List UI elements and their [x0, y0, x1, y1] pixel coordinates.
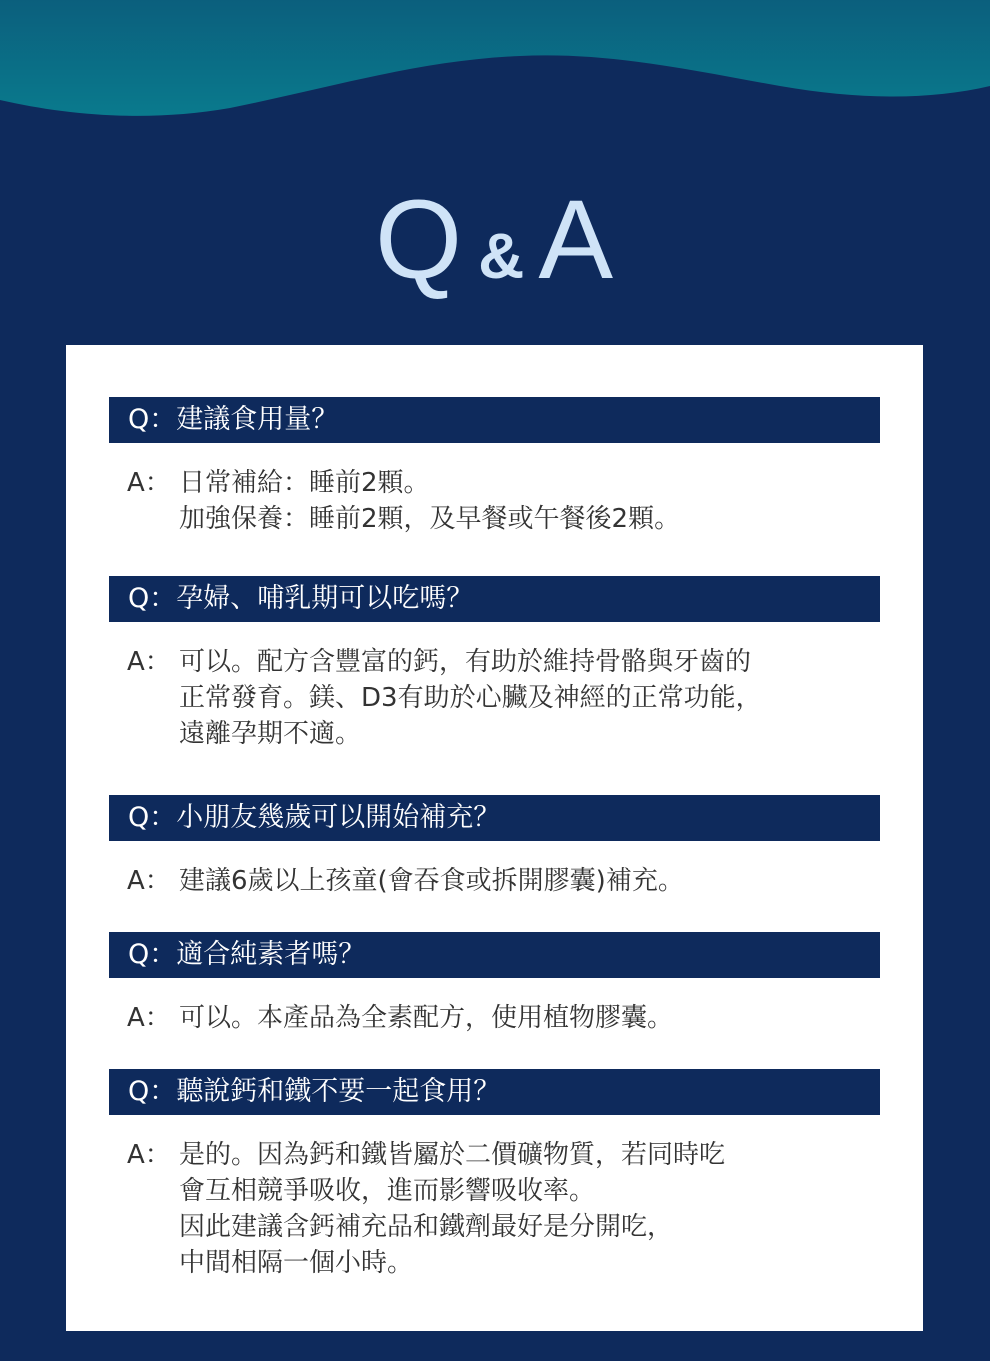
title-a: A	[538, 177, 616, 302]
answer-line: 遠離孕期不適。	[179, 719, 362, 749]
answer-text	[179, 1137, 725, 1281]
answer-line: 正常發育。鎂、D3有助於心臟及神經的正常功能，	[179, 683, 762, 713]
question-bar: Q：孕婦、哺乳期可以吃嗎？	[109, 576, 880, 622]
wave-header-decoration	[0, 0, 990, 130]
answer-text	[179, 863, 684, 899]
qa-item	[109, 795, 880, 899]
qa-item	[109, 1069, 880, 1281]
question-bar: Q：適合純素者嗎？	[109, 932, 880, 978]
answer-line: 因此建議含鈣補充品和鐵劑最好是分開吃，	[179, 1212, 674, 1242]
answer-block	[127, 1137, 880, 1281]
page-title	[0, 177, 990, 302]
answer-line: 日常補給：睡前2顆。	[179, 468, 430, 498]
title-q: Q	[374, 177, 465, 302]
answer-line: 加強保養：睡前2顆，及早餐或午餐後2顆。	[179, 504, 681, 534]
answer-prefix: A：	[127, 647, 171, 677]
qa-item	[109, 932, 880, 1036]
answer-line: 可以。配方含豐富的鈣，有助於維持骨骼與牙齒的	[179, 647, 752, 677]
answer-text	[179, 644, 762, 752]
question-bar: Q：聽說鈣和鐵不要一起食用？	[109, 1069, 880, 1115]
answer-line: 是的。因為鈣和鐵皆屬於二價礦物質，若同時吃	[179, 1140, 726, 1170]
answer-block	[127, 1000, 880, 1036]
answer-prefix: A：	[127, 468, 171, 498]
answer-prefix: A：	[127, 866, 171, 896]
qa-item	[109, 576, 880, 752]
qa-card	[66, 345, 923, 1331]
question-bar: Q：建議食用量？	[109, 397, 880, 443]
answer-block	[127, 863, 880, 899]
answer-block	[127, 644, 880, 752]
title-ampersand: &	[478, 220, 525, 292]
answer-line: 建議6歲以上孩童(會吞食或拆開膠囊)補充。	[179, 866, 684, 896]
question-bar: Q：小朋友幾歲可以開始補充？	[109, 795, 880, 841]
answer-line: 會互相競爭吸收，進而影響吸收率。	[179, 1176, 596, 1206]
answer-text	[179, 465, 680, 537]
answer-prefix: A：	[127, 1140, 171, 1170]
answer-line: 可以。本產品為全素配方，使用植物膠囊。	[179, 1003, 674, 1033]
qa-item	[109, 397, 880, 537]
answer-line: 中間相隔一個小時。	[179, 1248, 414, 1278]
answer-block	[127, 465, 880, 537]
answer-prefix: A：	[127, 1003, 171, 1033]
answer-text	[179, 1000, 673, 1036]
